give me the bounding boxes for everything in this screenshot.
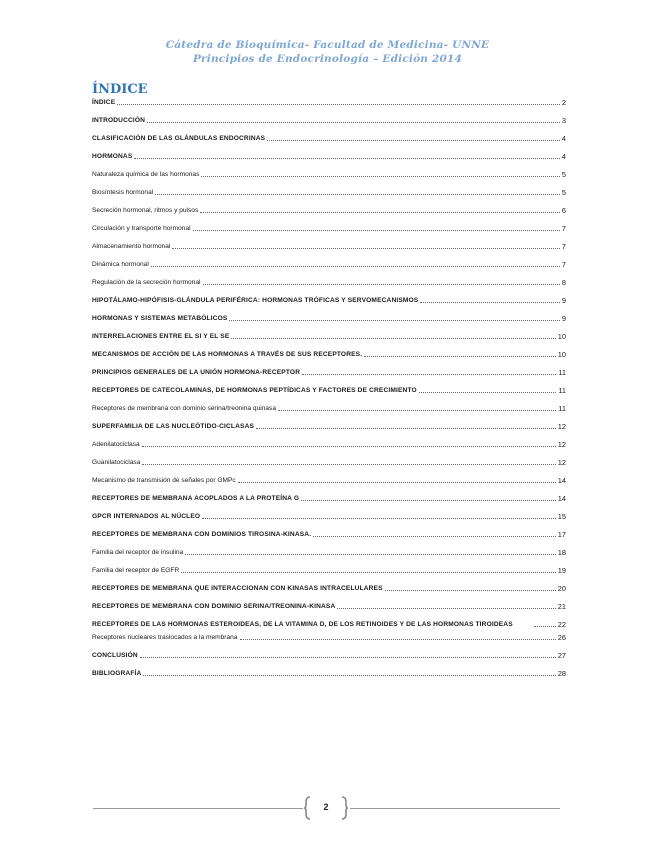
table-of-contents	[92, 98, 566, 678]
toc-dot-leader	[302, 373, 556, 375]
toc-entry[interactable]	[92, 584, 566, 593]
toc-entry[interactable]	[92, 152, 566, 161]
toc-entry-label: Circulación y transporte hormonal	[92, 225, 191, 232]
toc-entry[interactable]	[92, 548, 566, 557]
toc-entry-page: 14	[557, 476, 566, 485]
toc-dot-leader	[385, 589, 556, 591]
toc-entry-page: 12	[557, 422, 566, 431]
toc-entry-label: RECEPTORES DE MEMBRANA CON DOMINIO SERINA/TREONINA-KINASA	[92, 603, 336, 610]
toc-dot-leader	[267, 139, 560, 141]
toc-dot-leader	[203, 283, 560, 285]
toc-entry-label: Regulación de la secreción hormonal	[92, 279, 201, 286]
toc-entry[interactable]	[92, 278, 566, 287]
toc-entry[interactable]	[92, 170, 566, 179]
toc-dot-leader	[185, 553, 556, 555]
toc-entry-page: 21	[557, 602, 566, 611]
toc-entry-page: 11	[558, 386, 566, 395]
toc-dot-leader	[240, 638, 556, 640]
toc-entry-label: HIPOTÁLAMO-HIPÓFISIS-GLÁNDULA PERIFÉRICA: HORMONAS TRÓFICAS Y SERVOMECANISMOS	[92, 297, 419, 304]
toc-dot-leader	[147, 121, 560, 123]
toc-dot-leader	[301, 499, 556, 501]
toc-entry[interactable]	[92, 368, 566, 377]
toc-entry-label: Adenilatociclasa	[92, 441, 140, 448]
toc-entry-label: Dinámica hormonal	[92, 261, 149, 268]
toc-entry-page: 7	[561, 224, 566, 233]
toc-entry-page: 27	[557, 651, 566, 660]
toc-dot-leader	[201, 175, 559, 177]
toc-entry-label: RECEPTORES DE CATECOLAMINAS, DE HORMONAS PEPTÍDICAS Y FACTORES DE CRECIMIENTO	[92, 387, 417, 394]
toc-dot-leader	[181, 571, 556, 573]
index-title: ÍNDICE	[92, 82, 148, 97]
toc-entry-label: CONCLUSIÓN	[92, 652, 138, 659]
toc-entry-page: 15	[557, 512, 566, 521]
toc-entry[interactable]	[92, 296, 566, 305]
toc-entry-page: 10	[557, 350, 566, 359]
toc-entry[interactable]	[92, 422, 566, 431]
toc-entry-label: PRINCIPIOS GENERALES DE LA UNIÓN HORMONA-RECEPTOR	[92, 369, 301, 376]
toc-entry-label: GPCR INTERNADOS AL NÚCLEO	[92, 513, 201, 520]
toc-entry-page: 12	[557, 458, 566, 467]
toc-dot-leader	[193, 229, 560, 231]
toc-entry-page: 9	[561, 296, 566, 305]
toc-entry[interactable]	[92, 260, 566, 269]
toc-entry-label: RECEPTORES DE MEMBRANA ACOPLADOS A LA PROTEÍNA G	[92, 495, 300, 502]
toc-entry-page: 26	[557, 633, 566, 642]
toc-dot-leader	[231, 337, 555, 339]
toc-entry-label: Guanilatociclasa	[92, 459, 141, 466]
toc-dot-leader	[419, 391, 557, 393]
toc-entry-label: Familia del receptor de insulina	[92, 549, 184, 556]
toc-entry-page: 2	[561, 98, 566, 107]
toc-entry-page: 3	[561, 116, 566, 125]
toc-entry-page: 4	[561, 152, 566, 161]
toc-entry-label: INTERRELACIONES ENTRE EL SI Y EL SE	[92, 333, 230, 340]
toc-entry-page: 11	[558, 368, 566, 377]
toc-entry[interactable]	[92, 116, 566, 125]
footer-rule-left	[93, 808, 303, 809]
toc-entry-page: 9	[561, 314, 566, 323]
toc-entry-page: 8	[561, 278, 566, 287]
toc-entry[interactable]	[92, 98, 566, 107]
toc-entry[interactable]	[92, 512, 566, 521]
toc-entry-page: 19	[557, 566, 566, 575]
toc-entry[interactable]	[92, 242, 566, 251]
toc-dot-leader	[142, 445, 556, 447]
toc-entry[interactable]	[92, 350, 566, 359]
toc-dot-leader	[134, 157, 559, 159]
toc-entry[interactable]	[92, 206, 566, 215]
toc-entry-page: 20	[557, 584, 566, 593]
toc-dot-leader	[117, 103, 560, 105]
footer-page-badge	[304, 796, 348, 820]
toc-dot-leader	[202, 517, 556, 519]
header-line-2: Principios de Endocrinología – Edición 2014	[192, 53, 463, 65]
toc-entry[interactable]	[92, 494, 566, 503]
toc-entry[interactable]	[92, 314, 566, 323]
toc-dot-leader	[313, 535, 556, 537]
toc-entry-label: SUPERFAMILIA DE LAS NUCLEÓTIDO-CICLASAS	[92, 423, 255, 430]
toc-entry[interactable]	[92, 188, 566, 197]
toc-entry-label: BIBLIOGRAFÍA	[92, 670, 142, 677]
toc-dot-leader	[142, 463, 555, 465]
toc-dot-leader	[278, 409, 556, 411]
toc-entry-label: INTRODUCCIÓN	[92, 117, 146, 124]
footer-rule-right	[350, 808, 560, 809]
toc-entry-label: RECEPTORES DE LAS HORMONAS ESTEROIDEAS, DE LA VITAMINA D, DE LOS RETINOIDES Y DE LAS HORMONAS TIROIDEAS	[92, 621, 513, 628]
toc-entry[interactable]	[92, 224, 566, 233]
toc-dot-leader	[364, 355, 556, 357]
toc-dot-leader	[420, 301, 560, 303]
toc-entry-label: Naturaleza química de las hormonas	[92, 171, 200, 178]
toc-dot-leader	[229, 319, 559, 321]
toc-entry-label: RECEPTORES DE MEMBRANA CON DOMINIOS TIROSINA-KINASA.	[92, 531, 312, 538]
toc-entry[interactable]	[92, 440, 566, 449]
toc-entry-label: HORMONAS	[92, 153, 133, 160]
toc-entry-page: 22	[557, 620, 566, 629]
page-header	[0, 38, 655, 66]
toc-dot-leader	[534, 625, 556, 627]
header-line-1: Cátedra de Bioquímica- Facultad de Medicina- UNNE	[165, 39, 490, 51]
toc-entry-page: 14	[557, 494, 566, 503]
toc-entry-label: HORMONAS Y SISTEMAS METABÓLICOS	[92, 315, 228, 322]
toc-entry[interactable]	[92, 386, 566, 395]
toc-entry-label: Biosíntesis hormonal	[92, 189, 154, 196]
toc-entry-label: Receptores de membrana con dominio serina/treonina quinasa	[92, 405, 277, 412]
toc-entry[interactable]	[92, 458, 566, 467]
toc-entry[interactable]	[92, 476, 566, 485]
toc-entry-page: 4	[561, 134, 566, 143]
toc-entry[interactable]	[92, 620, 566, 629]
toc-entry-label: Secreción hormonal, ritmos y pulsos	[92, 207, 199, 214]
toc-entry-page: 5	[561, 170, 566, 179]
toc-entry-page: 7	[561, 242, 566, 251]
toc-entry-label: Receptores nucleares traslocados a la membrana	[92, 634, 238, 641]
toc-entry[interactable]	[92, 332, 566, 341]
toc-entry-page: 11	[558, 404, 566, 413]
toc-dot-leader	[151, 265, 560, 267]
toc-dot-leader	[337, 607, 555, 609]
toc-entry-page: 10	[557, 332, 566, 341]
toc-entry[interactable]	[92, 669, 566, 678]
toc-entry-label: MECANISMOS DE ACCIÓN DE LAS HORMONAS A TRAVÉS DE SUS RECEPTORES.	[92, 351, 363, 358]
toc-entry[interactable]	[92, 134, 566, 143]
toc-dot-leader	[143, 674, 555, 676]
toc-dot-leader	[172, 247, 559, 249]
toc-entry[interactable]	[92, 530, 566, 539]
toc-entry[interactable]	[92, 602, 566, 611]
toc-dot-leader	[256, 427, 556, 429]
footer-page-number: 2	[323, 802, 329, 812]
toc-entry-label: Familia del receptor de EGFR	[92, 567, 180, 574]
toc-entry-page: 6	[561, 206, 566, 215]
toc-entry[interactable]	[92, 566, 566, 575]
toc-dot-leader	[238, 481, 556, 483]
toc-entry-page: 7	[561, 260, 566, 269]
toc-entry[interactable]	[92, 651, 566, 660]
toc-entry[interactable]	[92, 404, 566, 413]
toc-entry-page: 17	[557, 530, 566, 539]
toc-entry-page: 12	[557, 440, 566, 449]
toc-entry-label: Almacenamiento hormonal	[92, 243, 171, 250]
toc-entry-label: CLASIFICACIÓN DE LAS GLÁNDULAS ENDOCRINAS	[92, 135, 266, 142]
toc-entry[interactable]	[92, 633, 566, 642]
toc-entry-page: 18	[557, 548, 566, 557]
toc-entry-label: Mecanismo de transmisión de señales por GMPc	[92, 477, 236, 484]
toc-dot-leader	[140, 656, 556, 658]
toc-dot-leader	[155, 193, 560, 195]
toc-entry-page: 5	[561, 188, 566, 197]
toc-entry-page: 28	[557, 669, 566, 678]
toc-entry-label: RECEPTORES DE MEMBRANA QUE INTERACCIONAN CON KINASAS INTRACELULARES	[92, 585, 383, 592]
toc-entry-label: ÍNDICE	[92, 99, 116, 106]
toc-dot-leader	[200, 211, 560, 213]
